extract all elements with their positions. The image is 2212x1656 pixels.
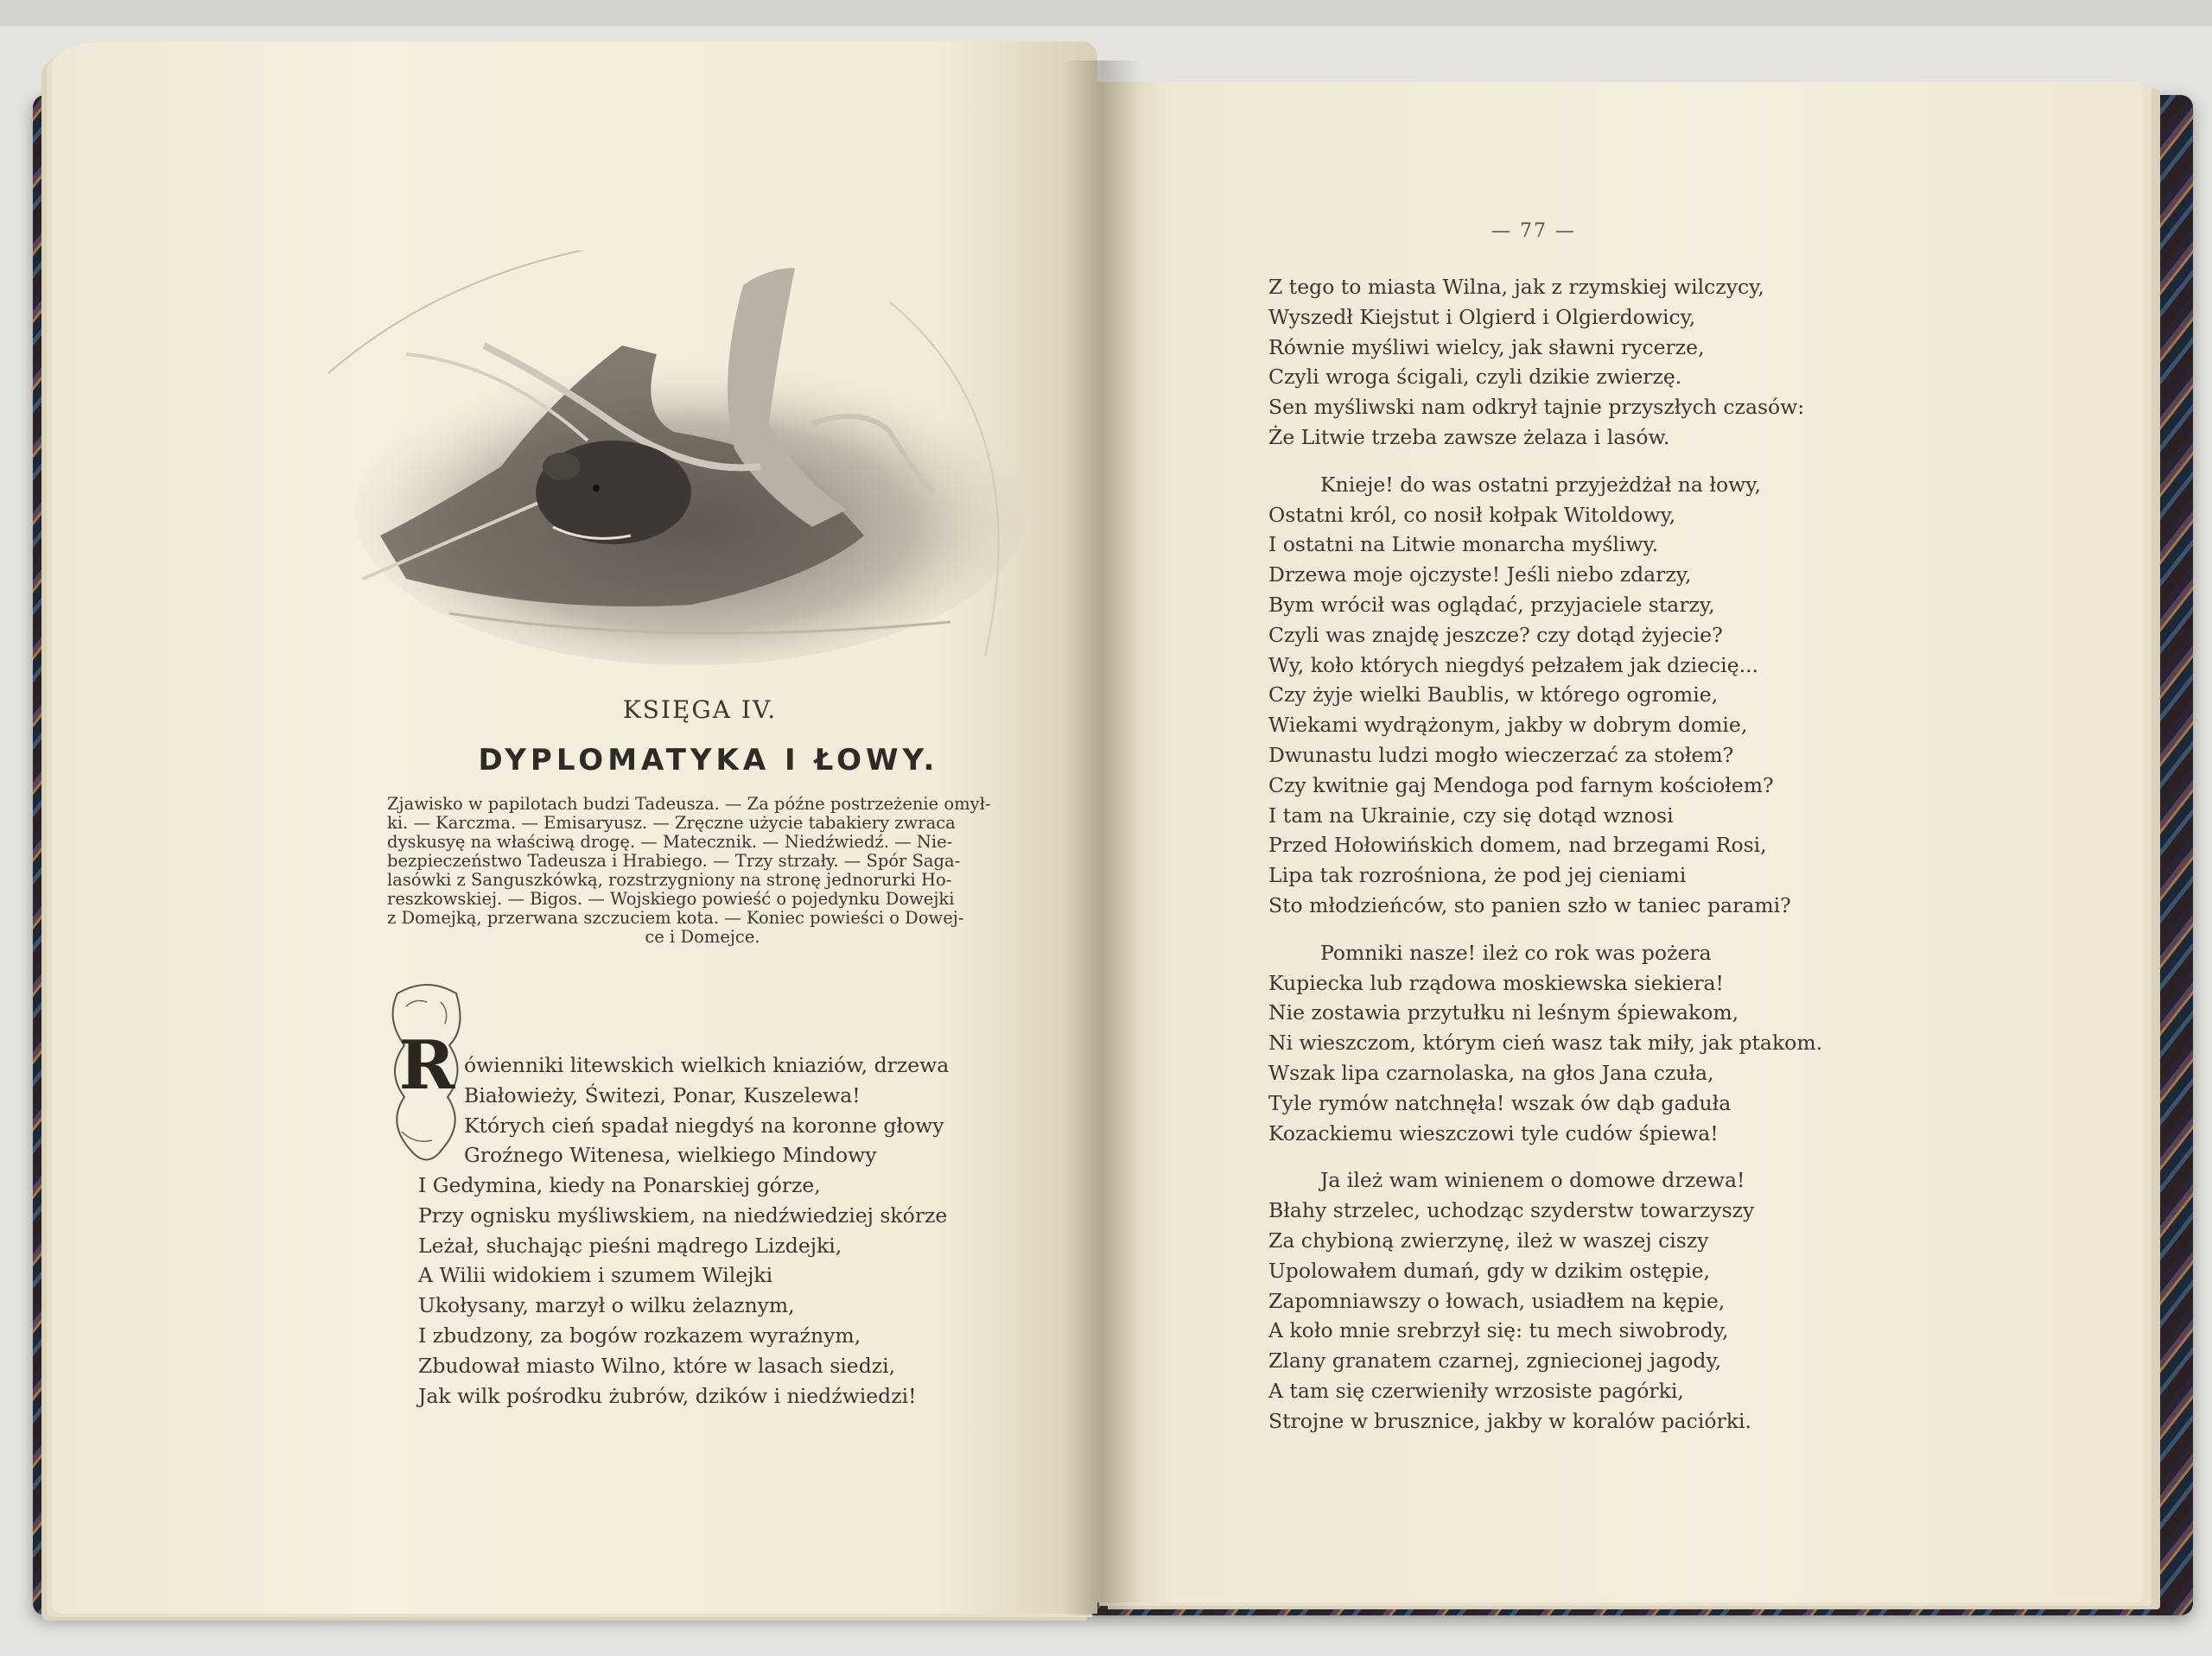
summary-line: dyskusyę na właściwą drogę. — Matecznik. — Niedźwiedź. — Nie- bbox=[387, 832, 953, 852]
verse-line: ówienniki litewskich wielkich kniaziów, drzewa bbox=[464, 1053, 950, 1077]
verse-line: Strojne w brusznice, jakby w koralów paciórki. bbox=[1268, 1408, 1751, 1433]
verse-line: Ukołysany, marzył o wilku żelaznym, bbox=[418, 1293, 795, 1318]
bear-illustration bbox=[328, 251, 1054, 665]
verse-line: Lipa tak rozrośniona, że pod jej cieniami bbox=[1268, 863, 1687, 888]
verse-line: Jak wilk pośrodku żubrów, dzików i niedźwiedzi! bbox=[418, 1383, 917, 1408]
verse-line: Wszak lipa czarnolaska, na głos Jana czuła, bbox=[1268, 1060, 1714, 1085]
verse-line: Zapomniawszy o łowach, usiadłem na kępie, bbox=[1268, 1288, 1726, 1313]
summary-line: reszkowskiej. — Bigos. — Wojskiego powieść o pojedynku Dowejki bbox=[387, 889, 955, 909]
verse-line: Czyli wroga ścigali, czyli dzikie zwierzę. bbox=[1268, 365, 1682, 390]
verse-line: Zlany granatem czarnej, zgniecionej jagody, bbox=[1268, 1348, 1722, 1374]
left-verses bbox=[464, 1050, 949, 1171]
stanza-gap bbox=[1268, 453, 1822, 470]
verse-line: Leżał, słuchając pieśni mądrego Lizdejki, bbox=[418, 1233, 842, 1258]
book-gutter bbox=[1063, 60, 1141, 1615]
left-verses-cont bbox=[418, 1171, 947, 1411]
verse-line: Bym wrócił was oglądać, przyjaciele starzy, bbox=[1268, 592, 1715, 617]
chapter-label: KSIĘGA IV. bbox=[622, 695, 778, 724]
right-verses bbox=[1268, 272, 1822, 1436]
table-top-edge bbox=[0, 0, 2212, 26]
verse-line: I zbudzony, za bogów rozkazem wyraźnym, bbox=[418, 1323, 861, 1348]
verse-line: Dwunastu ludzi mogło wieczerzać za stołem? bbox=[1268, 742, 1734, 767]
verse-line: Białowieży, Świtezi, Ponar, Kuszelewa! bbox=[464, 1082, 861, 1107]
verse-line: Zbudował miasto Wilno, które w lasach siedzi, bbox=[418, 1353, 896, 1378]
verse-line: Wy, koło których niegdyś pełzałem jak dziecię... bbox=[1268, 652, 1759, 677]
verse-line: Z tego to miasta Wilna, jak z rzymskiej wilczycy, bbox=[1268, 275, 1764, 299]
stanza-gap bbox=[1268, 1148, 1822, 1165]
verse-line: A Wilii widokiem i szumem Wilejki bbox=[418, 1263, 773, 1288]
summary-line: Zjawisko w papilotach budzi Tadeusza. — Za późne postrzeżenie omył- bbox=[387, 794, 991, 814]
verse-line: Równie myśliwi wielcy, jak sławni rycerze, bbox=[1268, 334, 1705, 359]
verse-line: Błahy strzelec, uchodząc szyderstw towarzyszy bbox=[1268, 1198, 1755, 1223]
verse-line: I ostatni na Litwie monarcha myśliwy. bbox=[1268, 532, 1659, 557]
verse-line: Sen myśliwski nam odkrył tajnie przyszłych czasów: bbox=[1268, 395, 1805, 420]
chapter-summary bbox=[387, 795, 1018, 947]
summary-line: bezpieczeństwo Tadeusza i Hrabiego. — Trzy strzały. — Spór Saga- bbox=[387, 851, 961, 871]
verse-line: Ja ileż wam winienem o domowe drzewa! bbox=[1320, 1168, 1745, 1193]
verse-line: Nie zostawia przytułku ni leśnym śpiewakom, bbox=[1268, 1000, 1739, 1025]
page-number: — 77 — bbox=[1491, 220, 1576, 242]
verse-line: A tam się czerwieniły wrzosiste pagórki, bbox=[1268, 1378, 1684, 1403]
summary-line: ki. — Karczma. — Emisaryusz. — Zręczne użycie tabakiery zwraca bbox=[387, 813, 956, 833]
summary-line: ce i Domejce. bbox=[645, 927, 760, 947]
verse-line: Przy ognisku myśliwskiem, na niedźwiedziej skórze bbox=[418, 1202, 948, 1228]
verse-line: Upolowałem dumań, gdy w dzikim ostępie, bbox=[1268, 1258, 1710, 1283]
verse-line: Pomniki nasze! ileż co rok was pożera bbox=[1320, 940, 1712, 965]
verse-line: Sto młodzieńców, sto panien szło w taniec parami? bbox=[1268, 892, 1791, 917]
summary-line: z Domejką, przerwana szczuciem kota. — Koniec powieści o Dowej- bbox=[387, 908, 964, 928]
verse-line: A koło mnie srebrzył się: tu mech siwobrody, bbox=[1268, 1318, 1729, 1343]
verse-line: Przed Hołowińskich domem, nad brzegami Rosi, bbox=[1268, 833, 1767, 858]
svg-text:R: R bbox=[398, 1026, 455, 1105]
chapter-title: DYPLOMATYKA I ŁOWY. bbox=[478, 743, 939, 777]
verse-line: Czyli was znajdę jeszcze? czy dotąd żyjecie? bbox=[1268, 622, 1723, 647]
verse-line: Drzewa moje ojczyste! Jeśli niebo zdarzy, bbox=[1268, 562, 1692, 587]
verse-line: Groźnego Witenesa, wielkiego Mindowy bbox=[464, 1143, 877, 1168]
verse-line: Kozackiemu wieszczowi tyle cudów śpiewa! bbox=[1268, 1120, 1719, 1145]
verse-line: Wyszedł Kiejstut i Olgierd i Olgierdowicy, bbox=[1268, 304, 1696, 329]
verse-line: Tyle rymów natchnęła! wszak ów dąb gaduła bbox=[1268, 1090, 1732, 1115]
verse-line: Ostatni król, co nosił kołpak Witoldowy, bbox=[1268, 502, 1676, 527]
ornamental-initial-r-icon bbox=[380, 976, 474, 1171]
verse-line: Że Litwie trzeba zawsze żelaza i lasów. bbox=[1268, 424, 1670, 449]
verse-line: I Gedymina, kiedy na Ponarskiej górze, bbox=[418, 1173, 821, 1197]
verse-line: Czy żyje wielki Baublis, w którego ogromie, bbox=[1268, 682, 1719, 707]
stanza-gap bbox=[1268, 921, 1822, 938]
verse-line: Kupiecka lub rządowa moskiewska siekiera! bbox=[1268, 970, 1724, 995]
verse-line: I tam na Ukrainie, czy się dotąd wznosi bbox=[1268, 803, 1674, 828]
verse-line: Wiekami wydrążonym, jakby w dobrym domie, bbox=[1268, 713, 1748, 738]
verse-line: Ni wieszczom, którym cień wasz tak miły, jak ptakom. bbox=[1268, 1031, 1823, 1056]
verse-line: Knieje! do was ostatni przyjeżdżał na łowy, bbox=[1320, 472, 1761, 497]
verse-line: Za chybioną zwierzynę, ileż w waszej ciszy bbox=[1268, 1228, 1709, 1253]
summary-line: lasówki z Sanguszkówką, rozstrzygniony na stronę jednorurki Ho- bbox=[387, 870, 952, 890]
verse-line: Których cień spadał niegdyś na koronne głowy bbox=[464, 1113, 944, 1138]
verse-line: Czy kwitnie gaj Mendoga pod farnym kościołem? bbox=[1268, 772, 1774, 797]
